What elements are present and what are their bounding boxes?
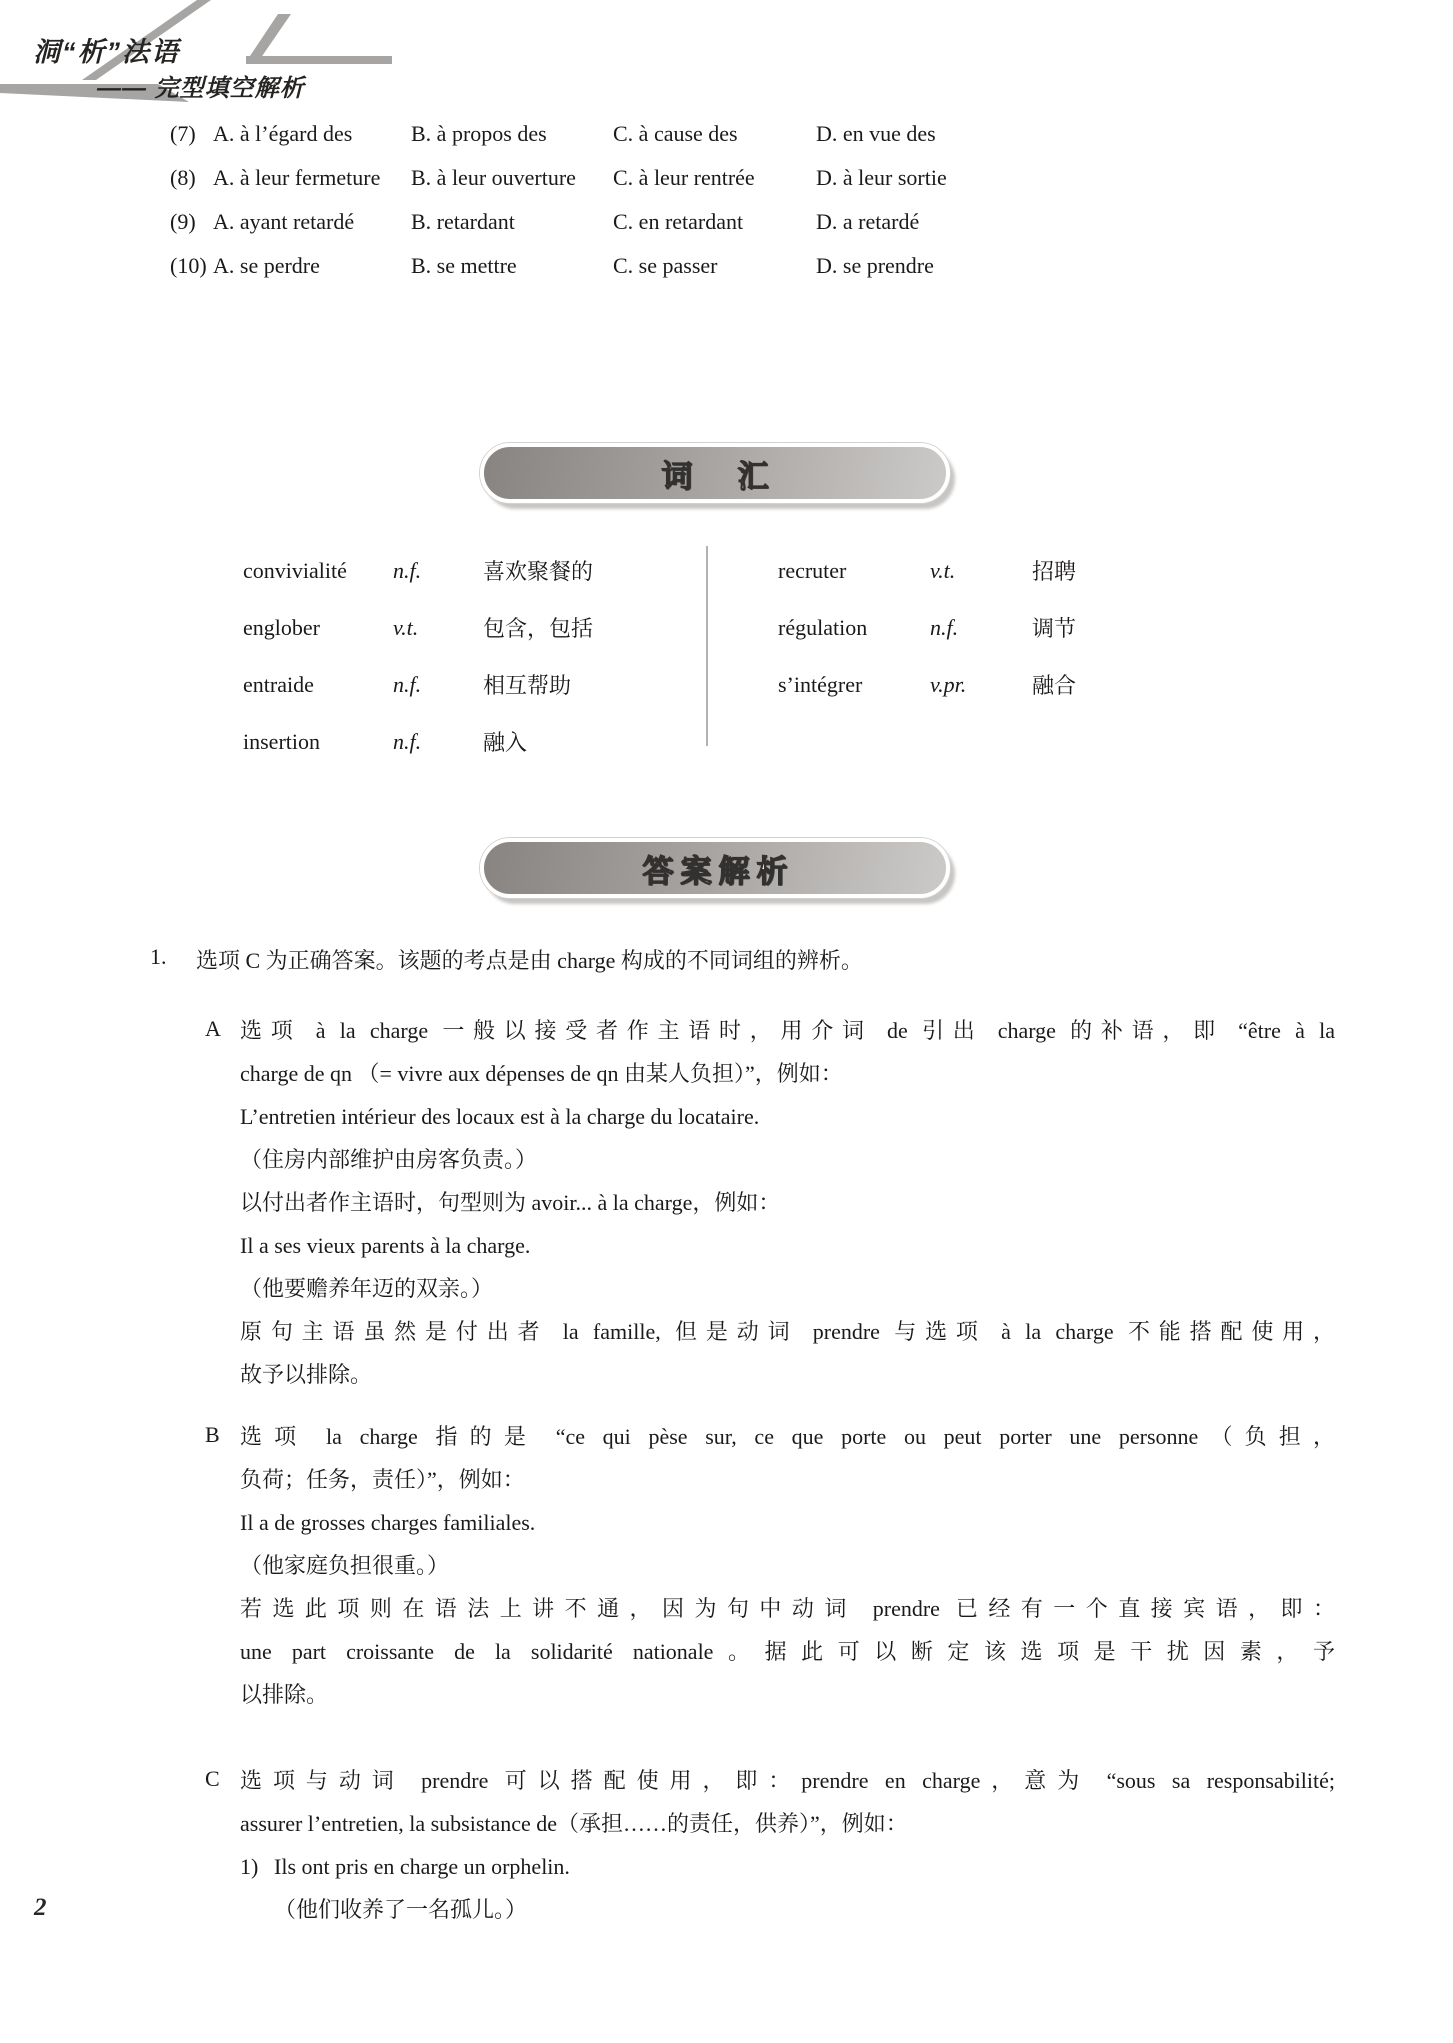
vocab-word: entraide [243,671,314,697]
choice-c: C. en retardant [613,209,744,234]
vocab-pos: n.f. [393,671,422,697]
vocab-word: régulation [778,614,868,640]
vocab-word: englober [243,614,320,640]
choice-b: B. à leur ouverture [411,165,576,190]
vocab-word: convivialité [243,557,347,583]
choice-d: D. à leur sortie [816,165,947,190]
vocab-pos: n.f. [930,614,959,640]
option-row-7 [170,112,1046,156]
vocab-entry [243,542,593,599]
vocab-word: recruter [778,557,847,583]
section-header-answer-analysis [480,838,950,898]
analysis-line: 以排除。 [240,1682,329,1707]
choice-b: B. retardant [411,209,515,234]
vocab-entry [243,656,593,713]
choice-b: B. se mettre [411,253,517,278]
choice-d: D. a retardé [816,209,920,234]
choice-a: A. se perdre [213,253,320,278]
question-number: (9) [170,209,196,234]
analysis-body-A [240,1010,1335,1397]
vocab-column-right [778,542,1076,713]
analysis-label-C: C [205,1766,220,1791]
analysis-line: Il a ses vieux parents à la charge. [240,1233,531,1258]
analysis-item-text: 选项 C 为正确答案。该题的考点是由 charge 构成的不同词组的辨析。 [196,948,863,973]
analysis-line: 若选此项则在语法上讲不通，因为句中动词 prendre 已经有一个直接宾语，即： [240,1596,1335,1621]
analysis-line: （住房内部维护由房客负责。） [240,1147,538,1172]
vocab-meaning: 包含，包括 [483,616,594,641]
choice-a: A. à leur fermeture [213,165,381,190]
option-row-10 [170,244,1046,288]
choice-c: C. à leur rentrée [613,165,755,190]
book-title: 洞“析”法语 [33,37,180,67]
vocab-entry [243,713,593,770]
analysis-label-A: A [205,1016,221,1041]
choice-b: B. à propos des [411,121,547,146]
analysis-line: 原句主语虽然是付出者 la famille, 但是动词 prendre 与选项 à la charge 不能搭配使用， [240,1319,1335,1344]
vocab-pos: v.t. [930,557,956,583]
vocab-entry [778,542,1076,599]
book-subtitle: —— 完型填空解析 [97,75,305,102]
vocab-entry [778,656,1076,713]
analysis-example-translation: （他们收养了一名孤儿。） [274,1897,528,1922]
vocab-pos: v.t. [393,614,419,640]
analysis-body-C [240,1760,1335,1932]
choice-d: D. se prendre [816,253,934,278]
analysis-line: charge de qn （= vivre aux dépenses de qn 由某人负担）”，例如： [240,1061,843,1086]
section-title: 词 汇 [661,458,776,494]
analysis-line: 选项 la charge 指的是 “ce qui pèse sur, ce que porte ou peut porter une personne（负担， [240,1424,1335,1449]
vocab-meaning: 调节 [1032,616,1077,641]
vocab-meaning: 融入 [483,730,528,755]
option-row-8 [170,156,1046,200]
section-header-vocabulary [480,443,950,503]
analysis-item-number: 1. [150,944,167,969]
analysis-example-line [240,1846,1335,1889]
option-row-9 [170,200,1046,244]
choice-c: C. à cause des [613,121,738,146]
analysis-line: （他家庭负担很重。） [240,1553,450,1578]
vocab-pos: n.f. [393,557,422,583]
vocab-word: insertion [243,728,320,754]
vocab-meaning: 融合 [1032,673,1077,698]
choice-c: C. se passer [613,253,718,278]
analysis-line: 选项与动词 prendre 可以搭配使用，即：prendre en charge，意为 “sous sa responsabilité; [240,1768,1335,1793]
vocab-pos: n.f. [393,728,422,754]
example-number: 1) [240,1854,259,1879]
analysis-line: 以付出者作主语时，句型则为 avoir... à la charge，例如： [240,1190,781,1215]
analysis-body-B [240,1416,1335,1717]
vocab-meaning: 招聘 [1032,559,1077,584]
analysis-line: 故予以排除。 [240,1362,373,1387]
section-title: 答案解析 [642,853,795,889]
vocab-meaning: 喜欢聚餐的 [483,559,594,584]
question-number: (8) [170,165,196,190]
analysis-line: Il a de grosses charges familiales. [240,1510,536,1535]
vocab-entry [778,599,1076,656]
choice-a: A. à l’égard des [213,121,353,146]
analysis-line: 选项 à la charge 一般以接受者作主语时，用介词 de 引出 charge 的补语，即 “être à la [240,1018,1335,1043]
analysis-line: assurer l’entretien, la subsistance de（承担……的责任，供养）”，例如： [240,1811,908,1836]
options-grid [170,112,1046,288]
analysis-line: （他要赡养年迈的双亲。） [240,1276,494,1301]
question-number: (7) [170,121,196,146]
analysis-line: une part croissante de la solidarité nationale。据此可以断定该选项是干扰因素，予 [240,1639,1335,1664]
vocab-word: s’intégrer [778,671,863,697]
vocab-pos: v.pr. [930,671,967,697]
analysis-label-B: B [205,1422,220,1447]
analysis-line: L’entretien intérieur des locaux est à la charge du locataire. [240,1104,760,1129]
vocab-column-left [243,542,593,770]
vocab-meaning: 相互帮助 [483,673,572,698]
page-number: 2 [34,1894,47,1921]
vocab-entry [243,599,593,656]
analysis-line: 负荷；任务，责任）”，例如： [240,1467,525,1492]
choice-d: D. en vue des [816,121,936,146]
question-number: (10) [170,253,207,278]
example-sentence: Ils ont pris en charge un orphelin. [274,1854,570,1879]
choice-a: A. ayant retardé [213,209,355,234]
vocab-column-divider [706,546,708,746]
